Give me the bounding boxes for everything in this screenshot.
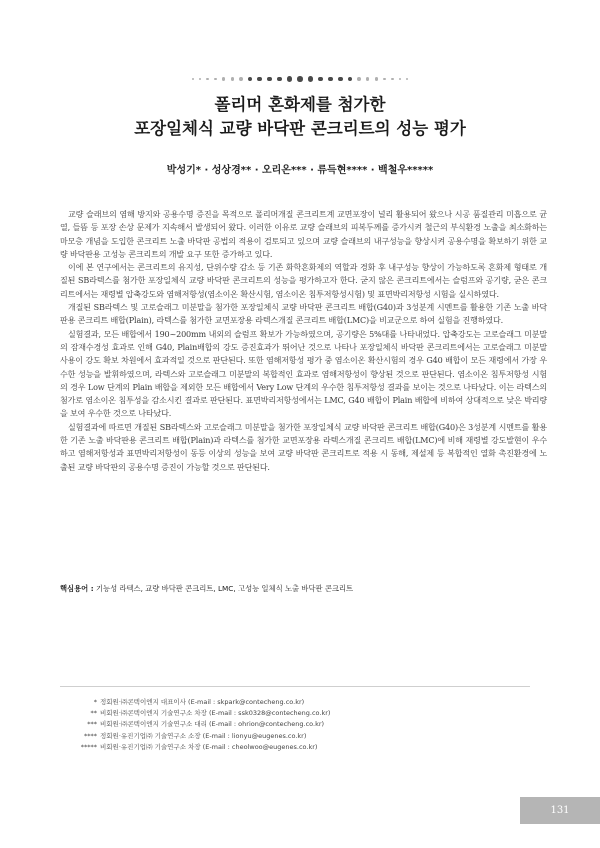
decorative-dot bbox=[239, 77, 243, 81]
abstract-paragraph: 실험결과에 따르면 개질된 SB라텍스와 고로슬래그 미분말을 첨가한 포장일체식 교량 바닥판 콘크리트 배합(G40)은 3성분계 시멘트를 활용한 기존 노출 바닥판용 콘크리트 배합(Plain)과 라텍스를 첨가한 교면포장용 라텍스개질 콘크리트 배합(LMC)에 비해 재령별 강도발현이 우수하고 염해저항성과 표면박리저항성이 동등 이상의 성능을 보여 교량 바닥판 콘크리트로 적용 시 동해, 제설제 등 복합적인 열화 촉진환경에 노출된 교량 바닥판의 공용수명 증진이 가능할 것으로 판단된다. bbox=[60, 422, 547, 472]
page-number: 131 bbox=[550, 805, 570, 816]
footnote-text: 비회원·㈜콘텍이엔지 기술연구소 대리 (E-mail : ohrion@contecheng.co.kr) bbox=[100, 720, 325, 729]
footnotes bbox=[60, 697, 530, 753]
footnote-text: 비회원·유진기업㈜ 기술연구소 차장 (E-mail : cheolwoo@eugenes.co.kr) bbox=[100, 742, 318, 751]
decorative-dot bbox=[206, 78, 209, 81]
decorative-dot bbox=[214, 78, 217, 81]
footnote-divider bbox=[60, 686, 530, 687]
footnote-item bbox=[60, 697, 530, 708]
decorative-dot bbox=[375, 77, 378, 80]
decorative-dot bbox=[248, 77, 252, 81]
decorative-dot bbox=[222, 77, 225, 80]
decorative-dot bbox=[297, 76, 303, 82]
decorative-dot bbox=[192, 78, 194, 80]
footnote-text: 정회원·유진기업㈜ 기술연구소 소장 (E-mail : lionyu@eugenes.co.kr) bbox=[100, 731, 307, 740]
decorative-dot bbox=[328, 77, 333, 82]
footnote-mark: * bbox=[93, 698, 97, 706]
decorative-dot bbox=[287, 76, 292, 81]
decorative-dot bbox=[277, 77, 282, 82]
decorative-dot bbox=[308, 76, 313, 81]
decorative-dot bbox=[257, 77, 261, 81]
decorative-dot bbox=[391, 78, 394, 81]
abstract-paragraph: 교량 슬래브의 염해 방지와 공용수명 증진을 목적으로 폴리머개질 콘크리트계 교면포장이 널리 활용되어 왔으나 시공 품질관리 미흡으로 균열, 들뜸 등 포장 손상 문제가 지속해서 발생되어 왔다. 이러한 이유로 교량 슬래브의 피복두께를 증가시켜 철근의 부식환경 노출을 최소화하는 마모층 개념을 도입한 콘크리트 노출 바닥판 공법의 적용이 검토되고 있으며 교량 슬래브의 내구성능을 향상시켜 공용수명을 확보하기 위한 교량 바닥판용 고성능 콘크리트의 개발 요구 또한 증가하고 있다. bbox=[60, 210, 547, 259]
decorative-dot bbox=[348, 77, 352, 81]
footnote-text: 비회원·㈜콘텍이엔지 기술연구소 차장 (E-mail : ssk0328@contecheng.co.kr) bbox=[100, 709, 331, 718]
abstract bbox=[60, 208, 547, 474]
decorative-dot bbox=[267, 77, 272, 82]
decorative-dot bbox=[366, 77, 369, 80]
decorative-dot bbox=[357, 77, 361, 81]
decorative-dot bbox=[338, 77, 342, 81]
footnote-item bbox=[60, 742, 530, 753]
decorative-dot bbox=[199, 78, 201, 80]
footnote-item bbox=[60, 719, 530, 730]
decorative-dot bbox=[231, 77, 234, 80]
decorative-dot bbox=[406, 78, 408, 80]
keywords-label: 핵심용어 : bbox=[60, 584, 94, 593]
abstract-paragraph: 개질된 SB라텍스 및 고로슬래그 미분말을 첨가한 포장일체식 교량 바닥판 콘크리트 배합(G40)과 3성분계 시멘트를 활용한 기존 노출 바닥판용 콘크리트 배합(Plain), 라텍스를 첨가한 교면포장용 라텍스개질 콘크리트 배합(LMC)을 비교군으로 하여 실험을 진행하였다. bbox=[60, 303, 547, 326]
title-line-1: 폴리머 혼화제를 첨가한 bbox=[214, 95, 386, 114]
page-number-tab bbox=[520, 797, 600, 824]
decorative-dot bbox=[399, 78, 401, 80]
footnote-item bbox=[60, 708, 530, 719]
decorative-dot-bar bbox=[0, 75, 600, 83]
footnote-mark: ***** bbox=[80, 742, 97, 751]
footnote-mark: ** bbox=[90, 709, 97, 718]
decorative-dot bbox=[383, 78, 386, 81]
paper-title bbox=[40, 93, 560, 141]
footnote-text: 정회원·㈜콘텍이엔지 대표이사 (E-mail : skpark@contecheng.co.kr) bbox=[100, 698, 305, 706]
abstract-paragraph: 실험결과, 모든 배합에서 190~200mm 내외의 슬럼프 확보가 가능하였으며, 공기량은 5%대를 나타내었다. 압축강도는 고로슬래그 미분말의 잠재수경성 효과로 인해 G40, Plain배합의 강도 증진효과가 뛰어난 것으로 나타나 포장일체식 바닥판 콘크리트에서는 고로슬래그 미분말 사용이 강도 확보 차원에서 효과적일 것으로 판단된다. 또한 염해저항성 평가 중 염소이온 확산시험의 경우 G40 배합이 모든 재령에서 가장 우수한 성능을 발휘하였으며, 라텍스와 고로슬래그 미분말의 복합적인 효과로 염해저항성이 향상된 것으로 판단된다. 염소이온 침투저항성 시험의 경우 Low 단계의 Plain 배합을 제외한 모든 배합에서 Very Low 단계의 우수한 침투저항성 결과를 보이는 것으로 나타났다. 이는 라텍스의 첨가로 염소이온 침투성을 감소시킨 결과로 판단된다. 표면박리저항성에서는 LMC, G40 배합이 Plain 배합에 비하여 상대적으로 낮은 박리량을 보여 우수한 것으로 나타났다. bbox=[60, 329, 547, 419]
keywords bbox=[60, 584, 547, 594]
decorative-dot bbox=[318, 77, 323, 82]
title-line-2: 포장일체식 교량 바닥판 콘크리트의 성능 평가 bbox=[134, 119, 466, 138]
keywords-text: 기능성 라텍스, 교량 바닥판 콘크리트, LMC, 고성능 일체식 노출 바닥판 콘크리트 bbox=[95, 584, 354, 593]
abstract-paragraph: 이에 본 연구에서는 콘크리트의 유지성, 단위수량 감소 등 기존 화학혼화제의 역할과 경화 후 내구성능 향상이 가능하도록 혼화제 형태로 개질된 SB라텍스를 첨가한 포장일체식 교량 바닥판 콘크리트의 성능을 평가하고자 한다. 굳지 않은 콘크리트에서는 슬럼프와 공기량, 굳은 콘크리트에서는 재령별 압축강도와 염해저항성(염소이온 확산시험, 염소이온 침투저항성시험) 및 표면박리저항성 시험을 실시하였다. bbox=[60, 263, 547, 299]
footnote-mark: *** bbox=[87, 720, 97, 729]
footnote-item bbox=[60, 731, 530, 742]
author-list: 박성기* · 성상경** · 오리온*** · 류득현**** · 백철우***** bbox=[166, 165, 434, 176]
footnote-mark: **** bbox=[84, 731, 97, 740]
